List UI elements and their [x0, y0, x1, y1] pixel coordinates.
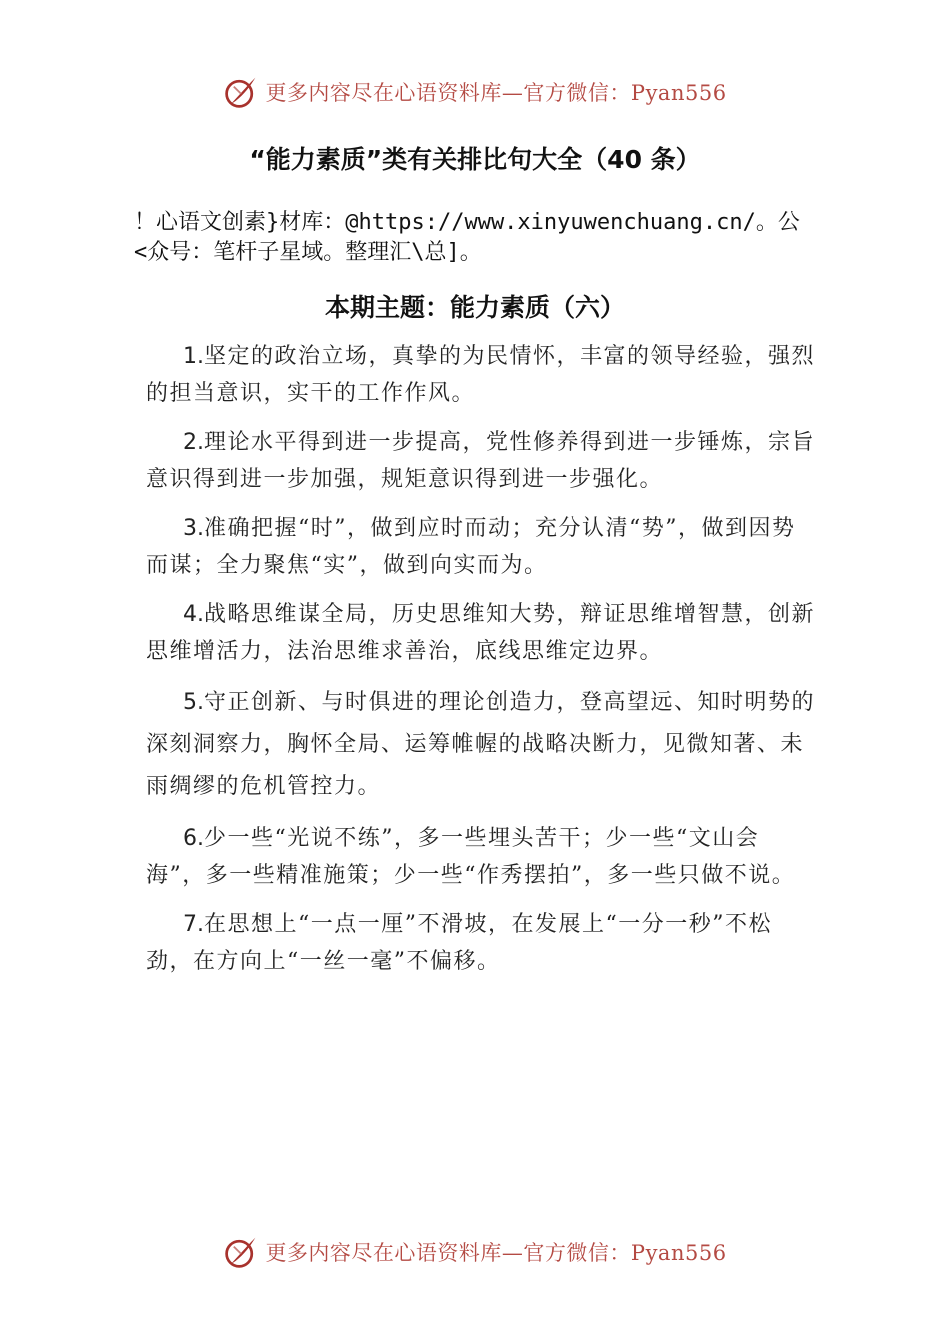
item-number: 5.: [183, 690, 204, 715]
list-item: [146, 424, 816, 498]
item-number: 2.: [183, 430, 204, 455]
item-text: 坚定的政治立场，真挚的为民情怀，丰富的领导经验，强烈的担当意识，实干的工作作风。: [146, 344, 816, 406]
source-line-2: <众号：笔杆子星域。整理汇\总]。: [134, 240, 482, 265]
section-subtitle: 本期主题：能力素质（六）: [324, 293, 625, 322]
sentence-list: [146, 338, 816, 992]
quill-logo-icon: [223, 74, 259, 110]
list-item: [146, 596, 816, 670]
list-item: [146, 338, 816, 412]
list-item: [146, 906, 816, 980]
source-note: [134, 208, 834, 268]
list-item: [146, 510, 816, 584]
item-text: 准确把握“时”，做到应时而动；充分认清“势”，做到因势而谋；全力聚焦“实”，做到向实而为。: [146, 516, 796, 578]
item-text: 守正创新、与时俱进的理论创造力，登高望远、知时明势的深刻洞察力，胸怀全局、运筹帷幄的战略决断力，见微知著、未雨绸缪的危机管控力。: [146, 690, 816, 799]
banner-text: 更多内容尽在心语资料库—官方微信：Pyan556: [265, 81, 727, 105]
document-title: “能力素质”类有关排比句大全（40 条）: [249, 145, 701, 174]
item-number: 4.: [183, 602, 204, 627]
list-item: [146, 820, 816, 894]
item-text: 战略思维谋全局，历史思维知大势，辩证思维增智慧，创新思维增活力，法治思维求善治，底线思维定边界。: [146, 602, 816, 664]
item-number: 7.: [183, 912, 204, 937]
item-text: 理论水平得到进一步提高，党性修养得到进一步锤炼，宗旨意识得到进一步加强，规矩意识得到进一步强化。: [146, 430, 816, 492]
list-item: [146, 682, 816, 808]
banner-text: 更多内容尽在心语资料库—官方微信：Pyan556: [265, 1241, 727, 1265]
item-number: 6.: [183, 826, 204, 851]
header-banner: [0, 72, 950, 112]
item-text: 少一些“光说不练”，多一些埋头苦干；少一些“文山会海”，多一些精准施策；少一些“作秀摆拍”，多一些只做不说。: [146, 826, 796, 888]
footer-banner: [0, 1232, 950, 1272]
item-text: 在思想上“一点一厘”不滑坡，在发展上“一分一秒”不松劲，在方向上“一丝一毫”不偏移。: [146, 912, 772, 974]
item-number: 3.: [183, 516, 204, 541]
item-number: 1.: [183, 344, 204, 369]
source-line-1: ！心语文创素}材库：@https://www.xinyuwenchuang.cn/。公: [134, 210, 800, 235]
quill-logo-icon: [223, 1234, 259, 1270]
